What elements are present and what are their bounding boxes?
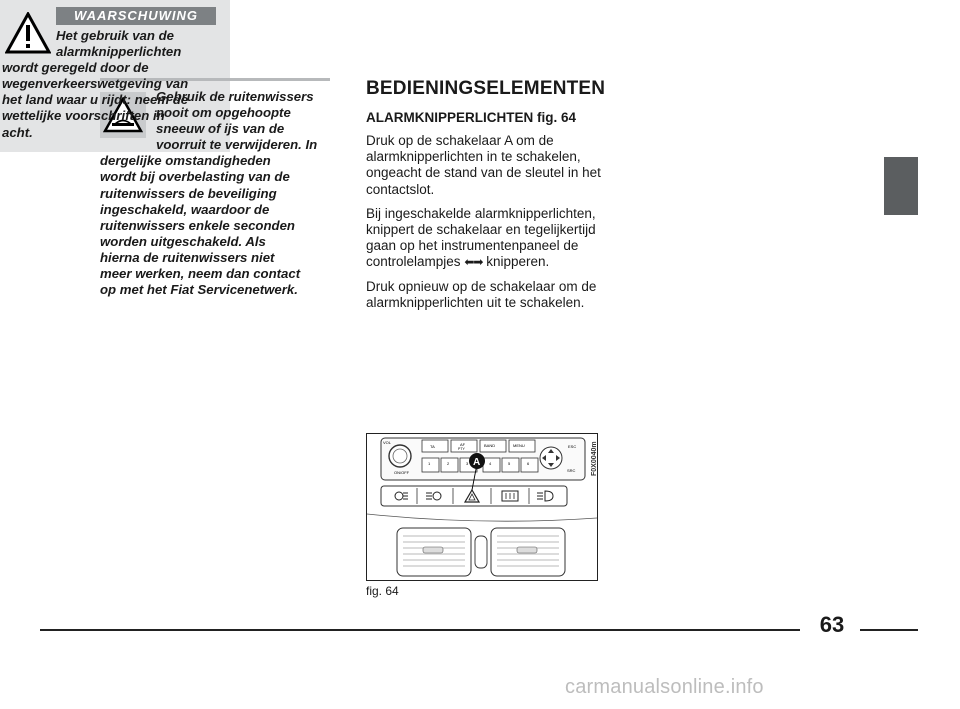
paragraph-2-text: Bij ingeschakelde alarmknipperlichten, knippert de schakelaar en tegelijkertijd gaan op het instrumentenpaneel de controlelampjes [366, 205, 596, 270]
label-ta: TA [430, 444, 435, 449]
watermark: carmanualsonline.info [565, 676, 764, 698]
volume-knob [389, 445, 411, 467]
preset-4: 4 [489, 461, 492, 466]
caution-line: meer werken, neem dan contact [100, 266, 301, 282]
warning-line: wordt geregeld door de [2, 60, 149, 76]
subsection-heading: ALARMKNIPPERLICHTEN fig. 64 [366, 110, 577, 125]
preset-2: 2 [447, 461, 450, 466]
main-section [366, 78, 606, 319]
dashboard-illustration [366, 433, 598, 581]
paragraph-2-end: knipperen. [486, 254, 550, 270]
section-heading: BEDIENINGSELEMENTEN [366, 78, 606, 99]
caution-line: voorruit te verwijderen. In [156, 137, 318, 153]
label-src: SRC [567, 468, 576, 473]
caution-line: op met het Fiat Servicenetwerk. [100, 282, 298, 298]
paragraph-1: Druk op de schakelaar A om de alarmknipperlichten in te schakelen, ongeacht de stand van de sleutel in het contactslot. [366, 133, 601, 197]
footer-rule-left [40, 629, 800, 631]
label-af: AF [460, 442, 466, 447]
turn-signal-arrows-icon: ⬅➡ [464, 255, 483, 270]
label-pty: PTY [458, 447, 465, 451]
caution-line: sneeuw of ijs van de [156, 121, 285, 137]
page-number: 63 [819, 612, 845, 637]
caution-line: ruitenwissers enkele seconden [100, 217, 295, 233]
label-esc: ESC [568, 444, 577, 449]
caution-line: wordt bij overbelasting van de [100, 169, 290, 185]
warning-line: alarmknipperlichten [56, 44, 182, 60]
caution-line: nooit om opgehoopte [156, 105, 291, 121]
preset-3: 3 [466, 461, 469, 466]
label-vol: VOL [383, 440, 392, 445]
callout-a-label: A [473, 457, 481, 468]
section-tab [884, 157, 918, 215]
warning-line: wettelijke voorschriften in [2, 108, 165, 124]
warning-line: wegenverkeerswetgeving van [2, 76, 189, 92]
paragraph-3: Druk opnieuw op de schakelaar om de alarmknipperlichten uit te schakelen. [366, 278, 597, 310]
warning-badge: WAARSCHUWING [56, 7, 216, 25]
warning-box [0, 0, 230, 152]
preset-5: 5 [508, 461, 511, 466]
caution-line: worden uitgeschakeld. Als [100, 233, 266, 249]
label-menu: MENU [513, 443, 525, 448]
caution-line: dergelijke omstandigheden [100, 153, 271, 169]
caution-line: Gebruik de ruitenwissers [156, 89, 314, 104]
warning-line: Het gebruik van de [56, 28, 174, 43]
paragraph-2 [366, 206, 606, 271]
warning-line: acht. [2, 124, 33, 140]
footer-rule-right [860, 629, 918, 631]
preset-6: 6 [527, 461, 530, 466]
label-on-off: ON/OFF [394, 470, 410, 475]
figure-caption: fig. 64 [366, 584, 399, 598]
caution-line: hierna de ruitenwissers niet [100, 249, 275, 265]
label-band: BAND [484, 443, 496, 448]
preset-1: 1 [428, 461, 431, 466]
caution-line: ingeschakeld, waardoor de [100, 201, 270, 217]
caution-line: ruitenwissers de beveiliging [100, 185, 277, 201]
warning-text [2, 28, 222, 141]
figure-code: F0X0040m [591, 441, 598, 476]
warning-line: het land waar u rijdt: neem de [2, 92, 189, 108]
